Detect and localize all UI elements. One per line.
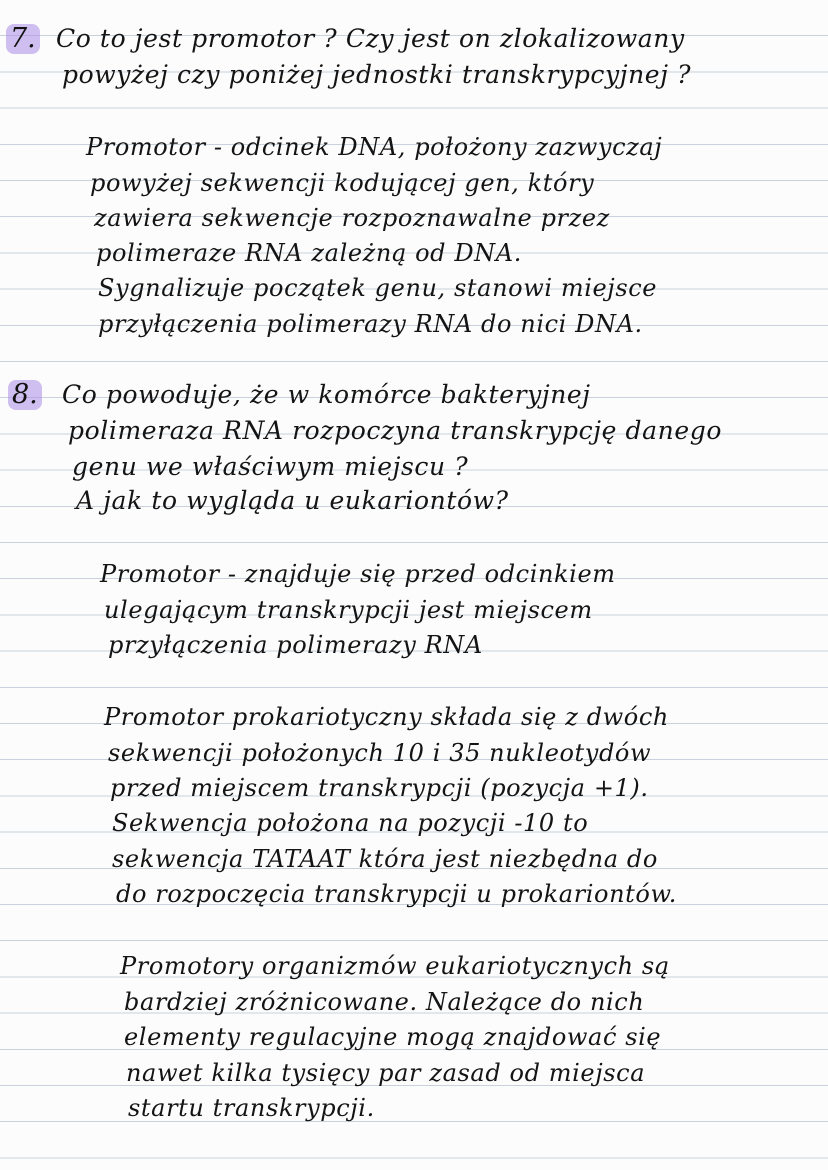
answer-8c-line-5: startu transkrypcji. bbox=[128, 1094, 375, 1122]
answer-7-line-6: przyłączenia polimerazy RNA do nici DNA. bbox=[98, 310, 643, 338]
question-8-line-1: Co powoduje, że w komórce bakteryjnej bbox=[62, 380, 591, 409]
question-8-line-3: genu we właściwym miejscu ? bbox=[72, 452, 469, 481]
question-8-line-2: polimeraza RNA rozpoczyna transkrypcję danego bbox=[68, 416, 723, 445]
answer-8b-line-6: do rozpoczęcia transkrypcji u prokariontów. bbox=[116, 880, 677, 908]
answer-8b-line-4: Sekwencja położona na pozycji -10 to bbox=[112, 809, 589, 837]
answer-8b-line-3: przed miejscem transkrypcji (pozycja +1). bbox=[110, 774, 649, 802]
question-7-line-2: powyżej czy poniżej jednostki transkrypcyjnej ? bbox=[62, 60, 692, 89]
answer-8b-line-1: Promotor prokariotyczny składa się z dwóch bbox=[104, 703, 669, 731]
answer-8c-line-1: Promotory organizmów eukariotycznych są bbox=[120, 952, 670, 980]
answer-8a-line-2: ulegającym transkrypcji jest miejscem bbox=[104, 596, 593, 624]
answer-7-line-1: Promotor - odcinek DNA, położony zazwyczaj bbox=[86, 133, 663, 161]
question-8-line-4: A jak to wygląda u eukariontów? bbox=[76, 486, 509, 515]
answer-8c-line-2: bardziej zróżnicowane. Należące do nich bbox=[124, 988, 645, 1016]
answer-7-line-2: powyżej sekwencji kodującej gen, który bbox=[90, 169, 595, 197]
question-7-line-1: Co to jest promotor ? Czy jest on zlokalizowany bbox=[56, 24, 685, 53]
answer-8c-line-3: elementy regulacyjne mogą znajdować się bbox=[124, 1023, 662, 1051]
answer-7-line-5: Sygnalizuje początek genu, stanowi miejsce bbox=[98, 274, 658, 302]
question-8-number: 8. bbox=[8, 380, 42, 410]
answer-8a-line-3: przyłączenia polimerazy RNA bbox=[108, 631, 483, 659]
answer-7-line-3: zawiera sekwencje rozpoznawalne przez bbox=[94, 204, 610, 232]
answer-7-line-4: polimeraze RNA zależną od DNA. bbox=[96, 239, 522, 267]
answer-8b-line-2: sekwencji położonych 10 i 35 nukleotydów bbox=[108, 739, 652, 767]
answer-8a-line-1: Promotor - znajduje się przed odcinkiem bbox=[100, 560, 616, 588]
question-7-number: 7. bbox=[6, 24, 40, 54]
answer-8c-line-4: nawet kilka tysięcy par zasad od miejsca bbox=[126, 1059, 646, 1087]
answer-8b-line-5: sekwencja TATAAT która jest niezbędna do bbox=[112, 845, 658, 873]
